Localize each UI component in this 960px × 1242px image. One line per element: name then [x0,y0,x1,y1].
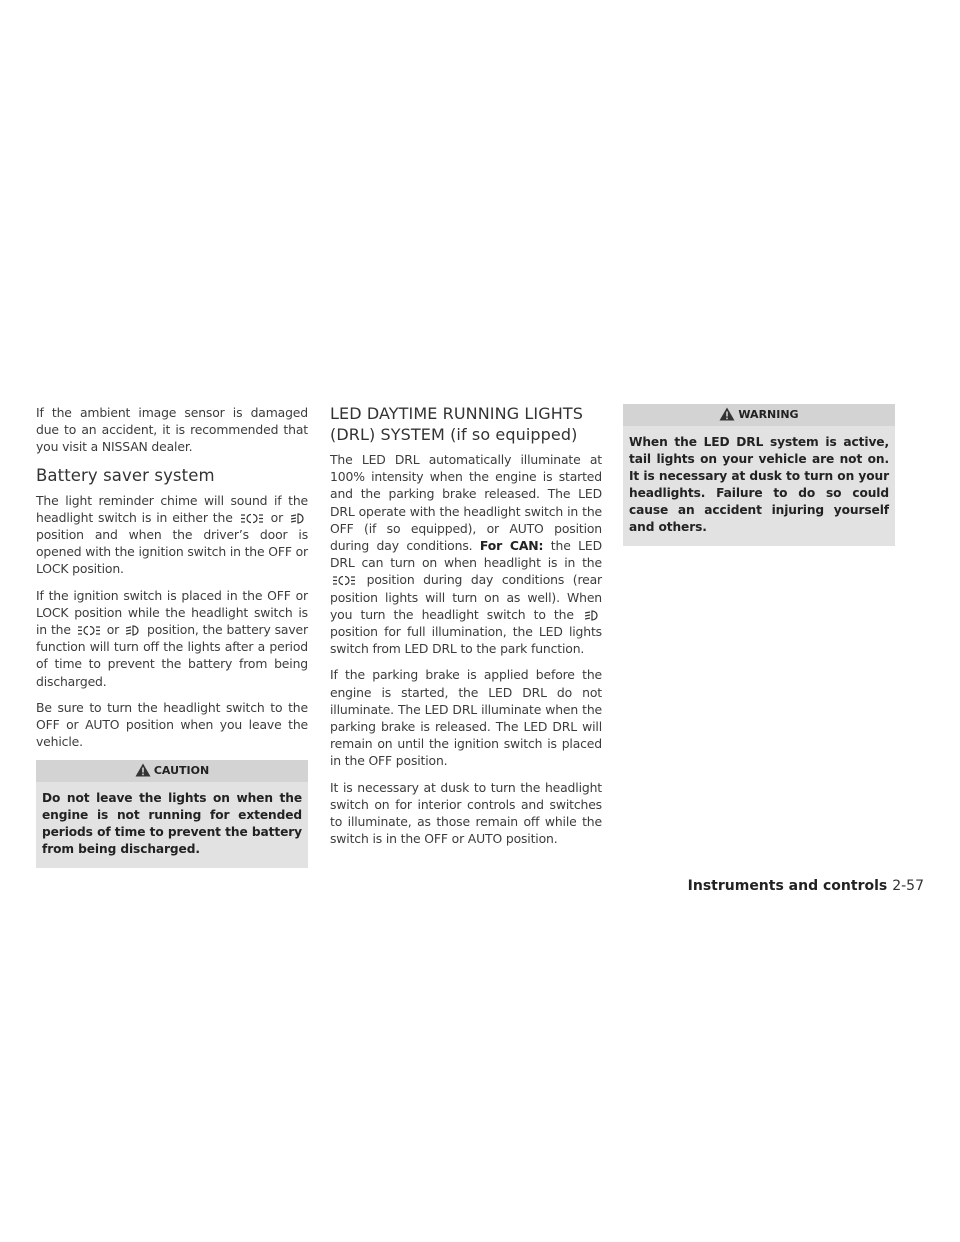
side-light-icon [241,513,263,524]
drl-text-c: position during day conditions (rear position lights will turn on as well). When you turn the headlight switch to the [330,572,602,622]
be-sure-paragraph: Be sure to turn the headlight switch to the OFF or AUTO position when you leave the vehicle. [36,699,308,750]
light-reminder-or: or [270,509,284,525]
page-number: 2-57 [892,878,924,894]
caution-header [36,760,308,782]
ambient-sensor-paragraph: If the ambient image sensor is damaged due to an accident, it is recommended that you visit a NISSAN dealer. [36,405,308,455]
warning-triangle-icon [719,407,735,429]
for-can-label: For CAN: [479,538,544,554]
drl-paragraph [330,451,602,657]
parking-brake-paragraph: If the parking brake is applied before the engine is started, the LED DRL do not illuminate. The LED DRL illuminate when the parking brake is released. The LED DRL will remain on until the ignition switch is placed in the OFF position. [330,667,602,769]
drl-text-d: position for full illumination, the LED lights switch from LED DRL to the park function. [330,624,602,657]
ignition-or: or [106,622,120,638]
caution-box [36,760,308,868]
light-reminder-paragraph [36,492,308,578]
drl-text-a: The LED DRL automatically illuminate at 100% intensity when the engine is started and the parking brake released. The LED DRL operate with the headlight switch in the OFF (if so equipped), or AUTO position during day conditions. [330,452,602,554]
middle-column [330,404,602,856]
headlight-icon [585,610,599,621]
right-column [623,404,895,546]
battery-saver-heading: Battery saver system [36,465,215,485]
ignition-text-a: If the ignition switch is placed in the OFF or LOCK position while the headlight switch is in the [36,587,308,638]
light-reminder-text-b: position and when the driver’s door is opened with the ignition switch in the OFF or LOCK position. [36,527,308,577]
side-light-icon [78,625,100,636]
light-reminder-text-a: The light reminder chime will sound if the headlight switch is in either the [36,492,308,525]
drl-heading: LED DAYTIME RUNNING LIGHTS (DRL) SYSTEM (if so equipped) [330,404,583,444]
dusk-paragraph: It is necessary at dusk to turn the headlight switch on for interior controls and switches to illuminate, as those remain off while the switch is in the OFF or AUTO position. [330,779,602,847]
headlight-icon [291,513,305,524]
warning-title: WARNING [738,408,799,421]
ignition-text-b: position, the battery saver function will turn off the lights after a period of time to prevent the battery from being discharged. [36,622,308,689]
headlight-icon [126,625,140,636]
caution-text: Do not leave the lights on when the engine is not running for extended periods of time to prevent the battery from being discharged. [42,791,302,857]
ignition-paragraph [36,587,308,690]
warning-triangle-icon [135,763,151,785]
left-column [36,404,308,868]
drl-text-b: the LED DRL can turn on when headlight is in the [330,538,602,571]
warning-text: When the LED DRL system is active, tail lights on your vehicle are not on. It is necessary at dusk to turn on your headlights. Failure to do so could cause an accident injuring yourself and others. [629,435,889,534]
warning-box [623,404,895,546]
page-footer [688,875,924,894]
warning-header [623,404,895,426]
side-light-icon [333,575,355,586]
caution-title: CAUTION [153,764,210,778]
section-title: Instruments and controls [687,878,888,894]
